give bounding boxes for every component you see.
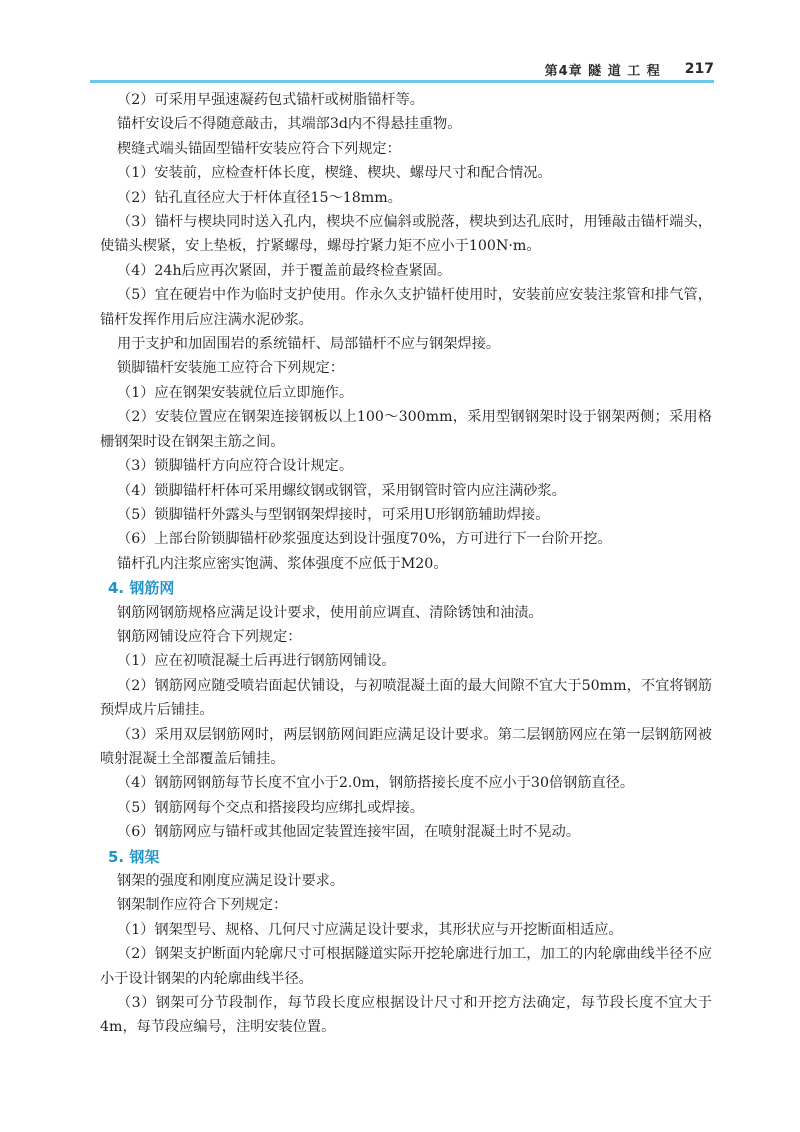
paragraph: （1）应在初喷混凝土后再进行钢筋网铺设。 <box>117 653 396 670</box>
section-heading: 4. 钢筋网 <box>108 579 175 598</box>
paragraph: （6）上部台阶锁脚锚杆砂浆强度达到设计强度70%，方可进行下一台阶开挖。 <box>117 531 612 548</box>
paragraph: 钢筋网铺设应符合下列规定： <box>117 628 302 645</box>
paragraph: （2）安装位置应在钢架连接钢板以上100～300mm，采用型钢钢架时设于钢架两侧；采用格栅钢架时设在钢架主筋之间。 <box>100 409 712 450</box>
paragraph: 锁脚锚杆安装施工应符合下列规定： <box>117 360 345 377</box>
paragraph: （5）宜在硬岩中作为临时支护使用。作永久支护锚杆使用时，安装前应安装注浆管和排气管，锚杆发挥作用后应注满水泥砂浆。 <box>100 287 712 328</box>
paragraph: （5）锁脚锚杆外露头与型钢钢架焊接时，可采用U形钢筋辅助焊接。 <box>117 506 550 523</box>
paragraph: （1）钢架型号、规格、几何尺寸应满足设计要求，其形状应与开挖断面相适应。 <box>117 921 623 938</box>
paragraph: （4）锁脚锚杆杆体可采用螺纹钢或钢管，采用钢管时管内应注满砂浆。 <box>117 482 566 499</box>
paragraph: （3）钢架可分节段制作，每节段长度应根据设计尺寸和开挖方法确定，每节段长度不宜大于4m，每节段应编号，注明安装位置。 <box>100 995 712 1036</box>
paragraph: 楔缝式端头锚固型锚杆安装应符合下列规定： <box>117 140 401 157</box>
paragraph: 钢架的强度和刚度应满足设计要求。 <box>117 873 345 889</box>
section-heading: 5. 钢架 <box>108 847 160 866</box>
paragraph: 用于支护和加固围岩的系统锚杆、局部锚杆不应与钢架焊接。 <box>117 336 501 353</box>
page-number: 217 <box>684 61 714 77</box>
paragraph: （1）应在钢架安装就位后立即施作。 <box>117 384 354 401</box>
paragraph: 锚杆孔内注浆应密实饱满、浆体强度不应低于M20。 <box>117 555 448 572</box>
page-header <box>90 58 714 80</box>
paragraph: （5）钢筋网每个交点和搭接段均应绑扎或焊接。 <box>117 799 424 816</box>
paragraph: （1）安装前，应检查杆体长度，楔缝、楔块、螺母尺寸和配合情况。 <box>117 165 552 182</box>
paragraph: （2）钻孔直径应大于杆体直径15～18mm。 <box>117 189 402 206</box>
paragraph: （2）钢筋网应随受喷岩面起伏铺设，与初喷混凝土面的最大间隙不宜大于50mm，不宜将钢筋预焊成片后铺挂。 <box>100 677 712 719</box>
paragraph: 钢架制作应符合下列规定： <box>117 897 288 914</box>
chapter-title: 第4章 隧 道 工 程 <box>544 63 661 79</box>
paragraph: （6）钢筋网应与锚杆或其他固定装置连接牢固，在喷射混凝土时不晃动。 <box>117 824 581 841</box>
page-body <box>100 88 712 1040</box>
paragraph: 钢筋网钢筋规格应满足设计要求，使用前应调直、清除锈蚀和油渍。 <box>117 604 543 621</box>
paragraph: （4）24h后应再次紧固，并于覆盖前最终检查紧固。 <box>117 262 452 279</box>
paragraph: （3）锁脚锚杆方向应符合设计规定。 <box>117 458 354 475</box>
paragraph: （3）采用双层钢筋网时，两层钢筋网间距应满足设计要求。第二层钢筋网应在第一层钢筋网被喷射混凝土全部覆盖后铺挂。 <box>100 726 712 767</box>
paragraph: （4）钢筋网钢筋每节长度不宜小于2.0m，钢筋搭接长度不应小于30倍钢筋直径。 <box>117 775 635 792</box>
header-rule <box>90 80 714 83</box>
paragraph: （2）钢架支护断面内轮廓尺寸可根据隧道实际开挖轮廓进行加工，加工的内轮廓曲线半径不应小于设计钢架的内轮廓曲线半径。 <box>100 946 712 987</box>
paragraph: 锚杆安设后不得随意敲击，其端部3d内不得悬挂重物。 <box>117 116 462 133</box>
paragraph: （2）可采用早强速凝药包式锚杆或树脂锚杆等。 <box>117 92 424 108</box>
paragraph: （3）锚杆与楔块同时送入孔内，楔块不应偏斜或脱落，楔块到达孔底时，用锤敲击锚杆端头，使锚头楔紧，安上垫板，拧紧螺母，螺母拧紧力矩不应小于100N·m。 <box>100 214 712 255</box>
